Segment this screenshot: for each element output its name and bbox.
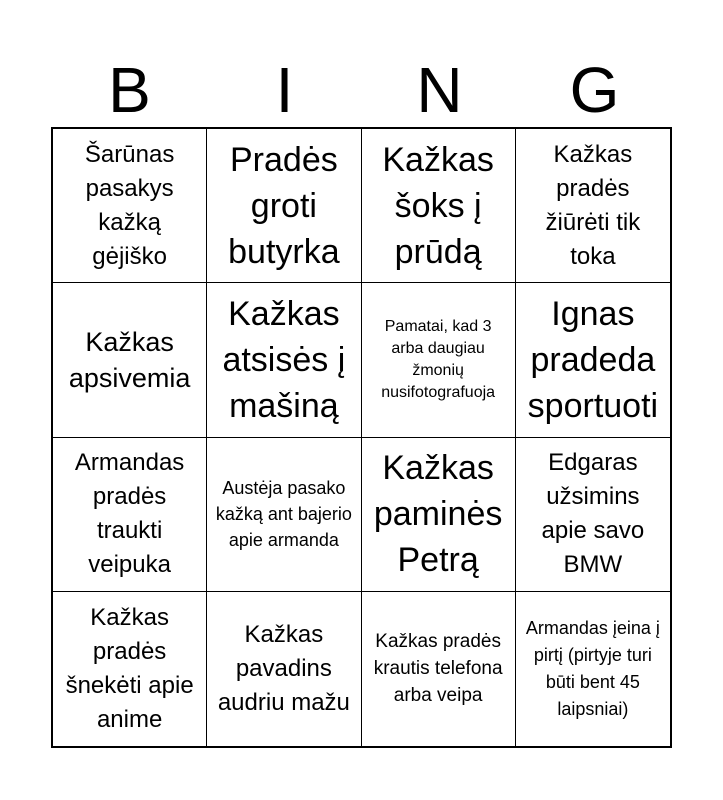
bingo-cell[interactable] (516, 283, 670, 437)
bingo-cell[interactable] (362, 283, 516, 437)
cell-text: Kažkas pradės krautis telefona arba veipa (373, 631, 503, 707)
cell-text: Kažkas apsivemia (68, 326, 191, 393)
header-letter-n: N (416, 54, 463, 126)
header-letter-i: I (275, 54, 294, 126)
cell-text: Ignas pradeda sportuoti (527, 294, 659, 425)
bingo-cell[interactable] (207, 129, 361, 283)
cell-text: Kažkas pradės šnekėti apie anime (65, 603, 194, 733)
bingo-header (52, 52, 672, 128)
cell-text: Šarūnas pasakys kažką gėjiško (84, 140, 175, 270)
bingo-cell[interactable] (516, 129, 670, 283)
bingo-cell[interactable] (53, 592, 207, 746)
bingo-cell[interactable] (516, 438, 670, 592)
bingo-board (51, 127, 672, 748)
cell-text: Kažkas šoks į prūdą (382, 140, 494, 271)
cell-text: Armandas įeina į pirtį (pirtyje turi būti bent 45 laipsniai) (525, 617, 660, 719)
cell-text: Pradės groti butyrka (228, 140, 340, 271)
header-letter-b: B (108, 54, 151, 126)
cell-text: Kažkas paminės Petrą (373, 449, 503, 580)
cell-text: Kažkas atsisės į mašiną (222, 294, 346, 425)
bingo-cell[interactable] (53, 438, 207, 592)
bingo-cell[interactable] (516, 592, 670, 746)
cell-text: Edgaras užsimins apie savo BMW (541, 449, 645, 579)
cell-text: Kažkas pradės žiūrėti tik toka (545, 140, 641, 270)
cell-text: Austėja pasako kažką ant bajerio apie armanda (215, 478, 352, 551)
header-letter-g: G (569, 54, 620, 126)
bingo-cell[interactable] (207, 438, 361, 592)
bingo-cell[interactable] (362, 592, 516, 746)
cell-text: Pamatai, kad 3 arba daugiau žmonių nusifotografuoja (381, 317, 496, 401)
bingo-cell[interactable] (362, 129, 516, 283)
cell-text: Armandas pradės traukti veipuka (74, 449, 185, 579)
bingo-cell[interactable] (53, 129, 207, 283)
cell-text: Kažkas pavadins audriu mažu (217, 620, 350, 716)
bingo-cell[interactable] (53, 283, 207, 437)
bingo-cell[interactable] (207, 592, 361, 746)
bingo-cell[interactable] (362, 438, 516, 592)
bingo-cell[interactable] (207, 283, 361, 437)
